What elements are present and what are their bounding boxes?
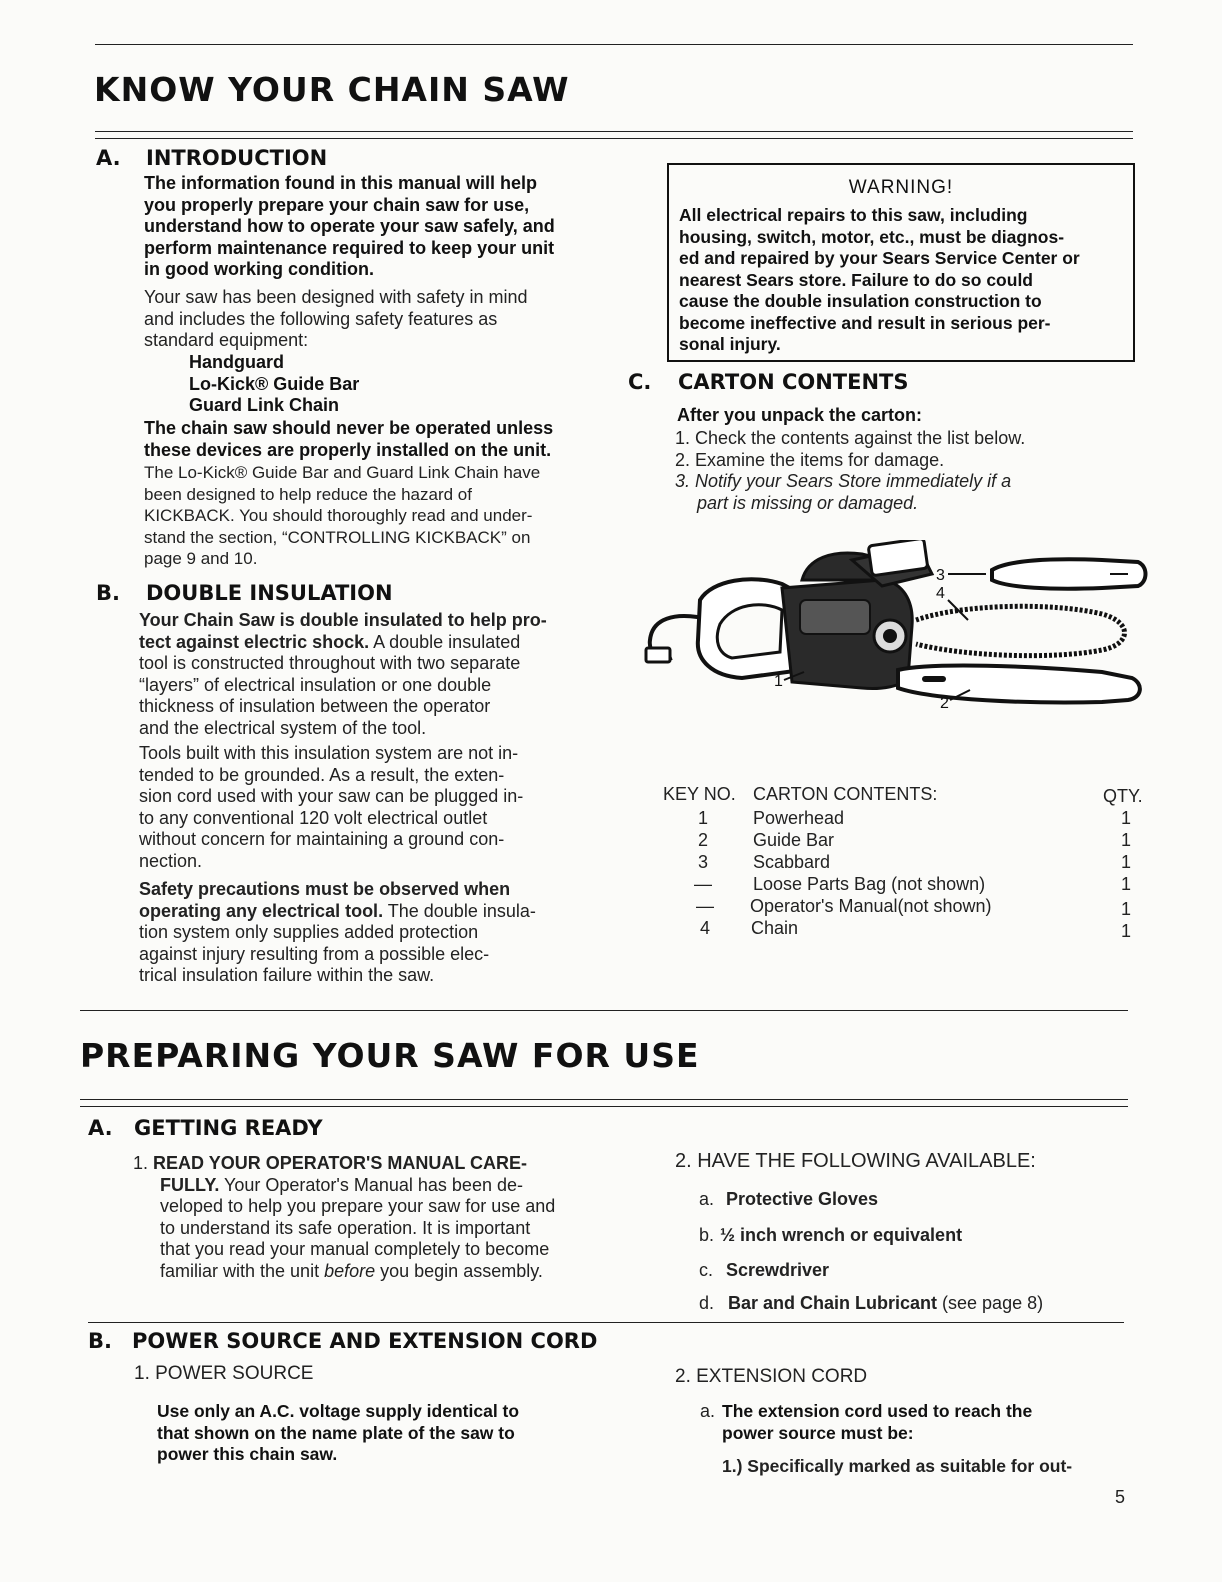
extension-cord-text bbox=[722, 1401, 1122, 1444]
list-item: Handguard bbox=[189, 352, 285, 372]
introduction-safety-paragraph bbox=[144, 287, 596, 352]
text-line: Your Chain Saw is double insulated to help pro- bbox=[139, 610, 547, 630]
tool-name: Protective Gloves bbox=[726, 1189, 879, 1209]
heading-text: POWER SOURCE AND EXTENSION CORD bbox=[132, 1329, 598, 1353]
text-line: perform maintenance required to keep your unit bbox=[144, 237, 555, 258]
step-item: 2. Examine the items for damage. bbox=[675, 449, 945, 470]
text-line: trical insulation failure within the saw. bbox=[139, 965, 435, 985]
text-line: that shown on the name plate of the saw to bbox=[157, 1422, 515, 1443]
step-item: 3. Notify your Sears Store immediately if a bbox=[675, 471, 1012, 491]
row-key: — bbox=[694, 874, 712, 894]
row-key: — bbox=[696, 896, 714, 916]
table-header-contents: CARTON CONTENTS: bbox=[753, 784, 938, 804]
text-line: to understand its safe operation. It is important bbox=[160, 1217, 531, 1238]
text-line: power this chain saw. bbox=[157, 1444, 338, 1464]
text-line: housing, switch, motor, etc., must be diagnos- bbox=[679, 226, 1065, 247]
text-line: without concern for maintaining a ground con- bbox=[139, 829, 505, 849]
chain bbox=[916, 606, 1125, 655]
section-title-know-your-chain-saw: KNOW YOUR CHAIN SAW bbox=[94, 70, 570, 109]
list-letter: c. bbox=[699, 1260, 714, 1280]
row-qty: 1 bbox=[1121, 899, 1132, 919]
text-span: you begin assembly. bbox=[375, 1260, 543, 1281]
text-line: against injury resulting from a possible elec- bbox=[139, 943, 490, 964]
list-item: Lo-Kick® Guide Bar bbox=[189, 373, 360, 394]
text-line: stand the section, “CONTROLLING KICKBACK” on bbox=[144, 527, 531, 547]
bold-phrase: READ YOUR OPERATOR'S MANUAL CARE- bbox=[153, 1153, 528, 1173]
table-header-qty: QTY. bbox=[1103, 786, 1143, 806]
text-line bbox=[133, 1175, 588, 1197]
warning-title: WARNING! bbox=[848, 177, 954, 198]
text-line: Tools built with this insulation system are not in- bbox=[139, 743, 519, 763]
heading-text: CARTON CONTENTS bbox=[678, 370, 909, 394]
text-line: The information found in this manual will help bbox=[144, 173, 537, 193]
extension-cord-requirement-1: 1.) Specifically marked as suitable for out- bbox=[722, 1456, 1073, 1476]
heading-letter: B. bbox=[88, 1329, 112, 1353]
row-name: Operator's Manual(not shown) bbox=[750, 896, 992, 916]
heading-getting-ready bbox=[88, 1116, 323, 1140]
section-divider bbox=[88, 1322, 1124, 1323]
row-key: 1 bbox=[698, 808, 709, 828]
page-number: 5 bbox=[1115, 1487, 1126, 1507]
heading-text: GETTING READY bbox=[134, 1116, 323, 1140]
text-line: The chain saw should never be operated unless bbox=[144, 418, 554, 438]
safety-features-list bbox=[189, 352, 359, 417]
warning-text bbox=[679, 205, 1125, 356]
have-following-available-heading: 2. HAVE THE FOLLOWING AVAILABLE: bbox=[675, 1150, 1036, 1172]
row-name: Scabbard bbox=[753, 852, 831, 872]
callout-2: 2 bbox=[940, 695, 949, 712]
section2-title-rule-top bbox=[80, 1099, 1128, 1100]
tool-name: ½ inch wrench or equivalent bbox=[720, 1225, 963, 1245]
text-line: The Lo-Kick® Guide Bar and Guard Link Chain have bbox=[144, 463, 541, 482]
text-line: nearest Sears store. Failure to do so could bbox=[679, 269, 1033, 290]
section-title-preparing-your-saw: PREPARING YOUR SAW FOR USE bbox=[80, 1036, 700, 1075]
item-number: 1. bbox=[133, 1153, 149, 1173]
list-letter: a. bbox=[700, 1401, 716, 1421]
title-rule-top bbox=[95, 131, 1133, 132]
bold-phrase: operating any electrical tool. bbox=[139, 900, 384, 921]
guide-bar bbox=[898, 666, 1140, 703]
row-qty: 1 bbox=[1121, 852, 1132, 872]
row-qty: 1 bbox=[1121, 808, 1132, 828]
text-line bbox=[139, 632, 591, 654]
double-insulation-paragraph-2 bbox=[139, 743, 591, 872]
tool-entry bbox=[728, 1293, 1043, 1314]
double-insulation-paragraph-1 bbox=[139, 610, 591, 739]
row-name: Guide Bar bbox=[753, 830, 835, 850]
chain-saw-illustration bbox=[632, 540, 1152, 720]
text-line: “layers” of electrical insulation or one double bbox=[139, 674, 492, 695]
row-qty: 1 bbox=[1121, 830, 1132, 850]
text-line: been designed to help reduce the hazard of bbox=[144, 484, 472, 504]
kickback-paragraph bbox=[144, 462, 599, 570]
power-source-subheading: 1. POWER SOURCE bbox=[134, 1363, 314, 1384]
text-line: KICKBACK. You should thoroughly read and under- bbox=[144, 506, 533, 525]
text-line: sion cord used with your saw can be plugged in- bbox=[139, 786, 524, 806]
introduction-bold-paragraph bbox=[144, 173, 596, 281]
carton-steps bbox=[675, 428, 1125, 514]
heading-introduction bbox=[96, 146, 327, 170]
text-span: familiar with the unit bbox=[160, 1260, 325, 1281]
text-line: Your saw has been designed with safety in mind bbox=[144, 287, 528, 307]
row-qty: 1 bbox=[1121, 921, 1132, 941]
row-name: Loose Parts Bag (not shown) bbox=[753, 874, 986, 894]
heading-letter: A. bbox=[88, 1116, 113, 1140]
step-item-continued: part is missing or damaged. bbox=[697, 492, 919, 513]
text-line: tion system only supplies added protection bbox=[139, 922, 479, 942]
text-line: thickness of insulation between the operator bbox=[139, 696, 491, 716]
text-line bbox=[133, 1153, 588, 1175]
text-line: you properly prepare your chain saw for use, bbox=[144, 194, 530, 215]
text-line: standard equipment: bbox=[144, 330, 309, 350]
getting-ready-item-1 bbox=[133, 1153, 588, 1282]
text-span: The double insula- bbox=[383, 900, 536, 921]
heading-carton-contents bbox=[628, 370, 909, 394]
text-line: All electrical repairs to this saw, including bbox=[679, 205, 1028, 225]
callout-4: 4 bbox=[936, 585, 945, 602]
text-line: become ineffective and result in serious per- bbox=[679, 312, 1051, 333]
heading-letter: C. bbox=[628, 370, 652, 394]
callout-1: 1 bbox=[774, 673, 783, 690]
text-line: The extension cord used to reach the bbox=[722, 1401, 1033, 1421]
tool-note: (see page 8) bbox=[937, 1293, 1044, 1313]
list-item: Guard Link Chain bbox=[189, 395, 340, 415]
heading-double-insulation bbox=[96, 581, 393, 605]
text-line: that you read your manual completely to become bbox=[160, 1239, 550, 1259]
heading-letter: A. bbox=[96, 146, 121, 170]
heading-text: INTRODUCTION bbox=[146, 146, 328, 170]
row-qty: 1 bbox=[1121, 874, 1132, 894]
row-key: 2 bbox=[698, 830, 709, 850]
text-span: A double insulated bbox=[369, 631, 521, 652]
carton-subheading: After you unpack the carton: bbox=[677, 405, 923, 425]
text-line: power source must be: bbox=[722, 1422, 914, 1443]
section2-title-rule-bottom bbox=[80, 1106, 1128, 1107]
list-letter: d. bbox=[699, 1293, 715, 1313]
text-line bbox=[133, 1261, 588, 1283]
top-rule bbox=[95, 44, 1133, 45]
plug bbox=[646, 648, 670, 662]
row-name: Chain bbox=[751, 918, 799, 938]
power-source-text bbox=[157, 1401, 587, 1466]
step-item: 1. Check the contents against the list below. bbox=[675, 428, 1026, 448]
double-insulation-paragraph-3 bbox=[139, 879, 591, 987]
text-line: cause the double insulation construction to bbox=[679, 291, 1042, 311]
text-line: page 9 and 10. bbox=[144, 549, 258, 568]
list-letter: a. bbox=[699, 1189, 715, 1209]
tool-name: Screwdriver bbox=[726, 1260, 830, 1280]
text-line: veloped to help you prepare your saw for use and bbox=[160, 1196, 556, 1216]
heading-text: DOUBLE INSULATION bbox=[146, 581, 393, 605]
text-line: these devices are properly installed on the unit. bbox=[144, 439, 552, 460]
section2-top-rule bbox=[80, 1010, 1128, 1011]
bold-phrase: FULLY. bbox=[160, 1174, 220, 1195]
warning-box bbox=[667, 163, 1135, 362]
text-span: Your Operator's Manual has been de- bbox=[219, 1174, 523, 1195]
callout-3: 3 bbox=[936, 567, 945, 584]
text-line: tended to be grounded. As a result, the exten- bbox=[139, 764, 505, 785]
text-line bbox=[139, 901, 591, 923]
text-line: and the electrical system of the tool. bbox=[139, 717, 427, 738]
text-line: and includes the following safety features as bbox=[144, 308, 498, 329]
extension-cord-subheading: 2. EXTENSION CORD bbox=[675, 1366, 868, 1387]
row-key: 3 bbox=[698, 852, 709, 872]
title-rule-bottom bbox=[95, 138, 1133, 139]
text-line: in good working condition. bbox=[144, 259, 374, 279]
safety-devices-warning bbox=[144, 418, 599, 461]
emphasis: before bbox=[324, 1260, 376, 1281]
text-line: to any conventional 120 volt electrical outlet bbox=[139, 807, 488, 828]
row-name: Powerhead bbox=[753, 808, 845, 828]
tool-name: Bar and Chain Lubricant bbox=[728, 1293, 938, 1313]
row-key: 4 bbox=[700, 918, 711, 938]
heading-power-source bbox=[88, 1329, 597, 1353]
text-line: nection. bbox=[139, 850, 203, 871]
table-header-key: KEY NO. bbox=[663, 784, 736, 804]
text-line: Use only an A.C. voltage supply identical to bbox=[157, 1401, 520, 1421]
heading-letter: B. bbox=[96, 581, 120, 605]
text-line: understand how to operate your saw safely, and bbox=[144, 216, 555, 236]
text-line: ed and repaired by your Sears Service Center or bbox=[679, 248, 1080, 268]
text-line: Safety precautions must be observed when bbox=[139, 879, 511, 899]
text-line: sonal injury. bbox=[679, 334, 781, 354]
bold-phrase: tect against electric shock. bbox=[139, 631, 370, 652]
list-letter: b. bbox=[699, 1225, 715, 1245]
text-line: tool is constructed throughout with two separate bbox=[139, 653, 521, 673]
